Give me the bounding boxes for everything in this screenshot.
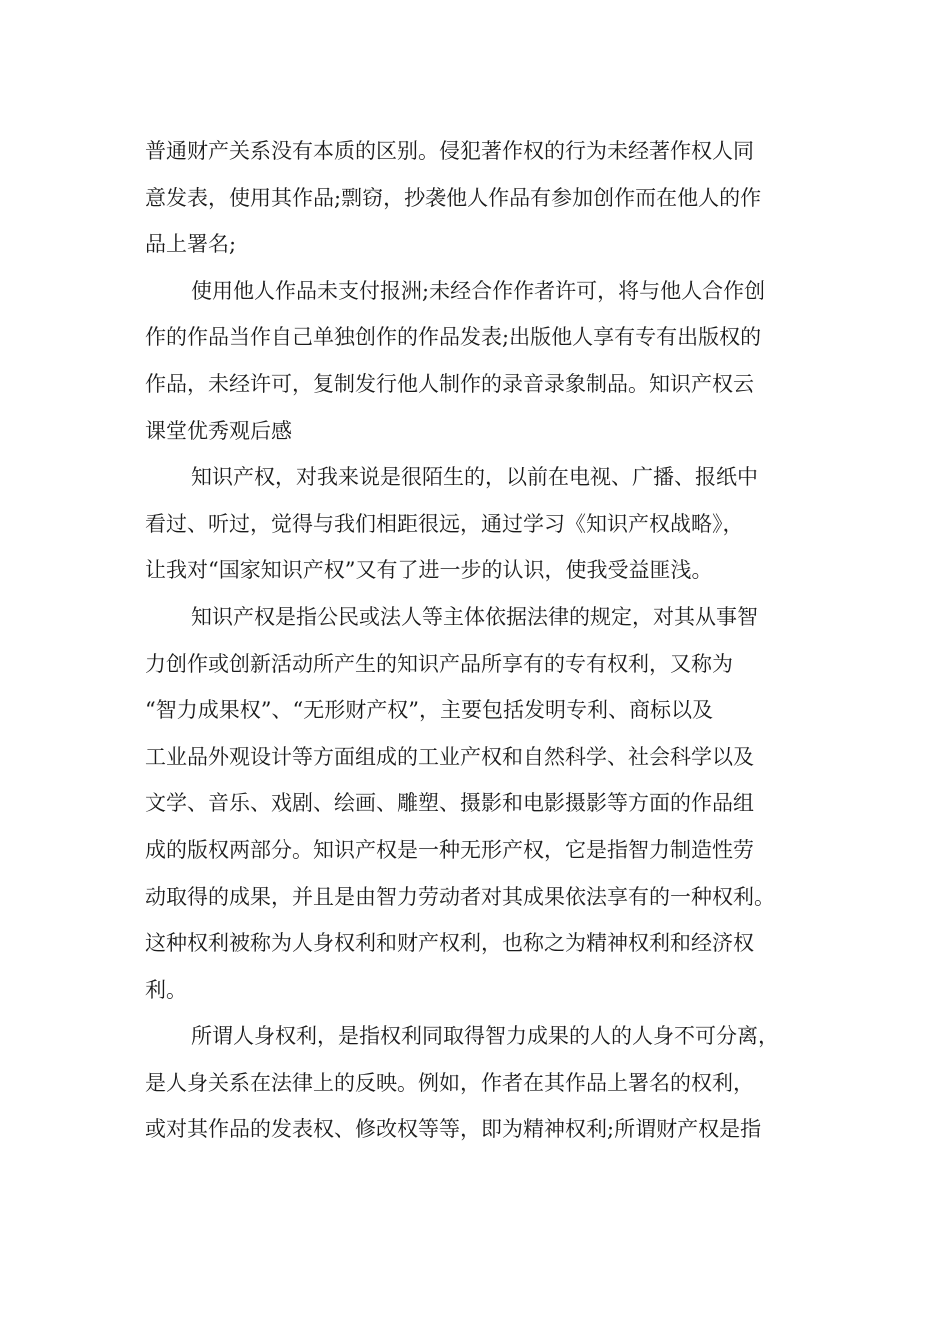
paragraph-first-line: 知识产权是指公民或法人等主体依据法律的规定，对其从事智 xyxy=(191,604,758,629)
text-line: 成的版权两部分。知识产权是一种无形产权，它是指智力制造性劳 xyxy=(145,837,754,862)
paragraph-first-line: 知识产权，对我来说是很陌生的，以前在电视、广播、报纸中 xyxy=(191,465,758,490)
text-line: 意发表，使用其作品;剽窃，抄袭他人作品有参加创作而在他人的作 xyxy=(145,185,762,210)
text-line: 普通财产关系没有本质的区别。侵犯著作权的行为未经著作权人同 xyxy=(145,139,754,163)
text-line: 这种权利被称为人身权利和财产权利，也称之为精神权利和经济权 xyxy=(145,931,754,956)
text-line: 课堂优秀观后感 xyxy=(145,418,292,443)
paragraph-first-line: 使用他人作品未支付报洲;未经合作作者许可，将与他人合作创 xyxy=(191,278,766,303)
text-line: 作的作品当作自己单独创作的作品发表;出版他人享有专有出版权的 xyxy=(145,325,762,350)
text-line: 工业品外观设计等方面组成的工业产权和自然科学、社会科学以及 xyxy=(145,744,754,769)
text-line: 是人身关系在法律上的反映。例如，作者在其作品上署名的权利， xyxy=(145,1070,754,1095)
text-line: 利。 xyxy=(145,977,187,1002)
body-text xyxy=(145,128,825,1153)
text-line: 看过、听过，觉得与我们相距很远，通过学习《知识产权战略》， xyxy=(145,511,744,536)
text-line: “智力成果权”、“无形财产权”，主要包括发明专利、商标以及 xyxy=(145,698,713,723)
text-line: 品上署名; xyxy=(145,232,237,257)
text-line: 让我对“国家知识产权”又有了进一步的认识，使我受益匪浅。 xyxy=(145,558,713,583)
text-line: 文学、音乐、戏剧、绘画、雕塑、摄影和电影摄影等方面的作品组 xyxy=(145,791,754,816)
text-line: 作品，未经许可，复制发行他人制作的录音录象制品。知识产权云 xyxy=(145,371,754,396)
text-line: 或对其作品的发表权、修改权等等，即为精神权利;所谓财产权是指 xyxy=(145,1117,762,1142)
text-line: 力创作或创新活动所产生的知识产品所享有的专有权利，又称为 xyxy=(145,651,733,676)
text-line: 动取得的成果，并且是由智力劳动者对其成果依法享有的一种权利。 xyxy=(145,884,775,909)
paragraph-first-line: 所谓人身权利，是指权利同取得智力成果的人的人身不可分离， xyxy=(191,1024,779,1049)
